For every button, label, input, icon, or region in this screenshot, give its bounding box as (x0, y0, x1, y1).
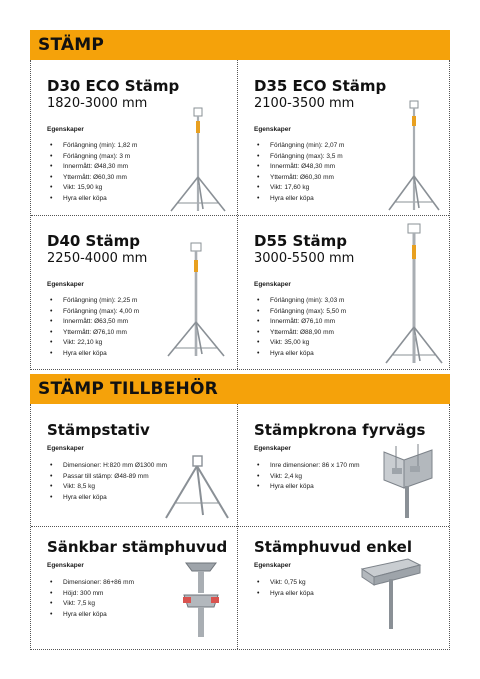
accessory-name: Sänkbar stämphuvud (47, 538, 228, 556)
spec-item: • Vikt: 15,90 kg (47, 183, 179, 194)
prop-image (386, 100, 442, 212)
spec-item: • Vikt: 17,60 kg (254, 183, 386, 194)
props-label: Egenskaper (47, 445, 84, 452)
spec-item: • Vikt: 8,5 kg (47, 482, 167, 493)
product-card-d55 (254, 232, 354, 360)
spec-item: • Yttermått: Ø88,90 mm (254, 328, 354, 339)
spec-item: • Hyra eller köpa (47, 493, 167, 504)
grid-divider (31, 526, 449, 527)
product-range: 2250-4000 mm (47, 251, 148, 266)
spec-item: • Förlängning (min): 2,25 m (47, 296, 147, 307)
product-card-d30 (47, 77, 179, 205)
spec-item: • Förlängning (max): 5,50 m (254, 307, 354, 318)
product-range: 1820-3000 mm (47, 96, 148, 111)
spec-item: • Hyra eller köpa (47, 610, 227, 621)
product-card-d40 (47, 232, 147, 360)
accessory-card-stampstativ (47, 421, 167, 503)
spec-list (254, 296, 354, 360)
product-name: D30 ECO Stämp (47, 77, 180, 95)
spec-item: • Förlängning (max): 4,00 m (47, 307, 147, 318)
spec-item: • Förlängning (max): 3,5 m (254, 152, 386, 163)
product-name: D40 Stämp (47, 232, 141, 250)
spec-item: • Förlängning (min): 3,03 m (254, 296, 354, 307)
product-name: D55 Stämp (254, 232, 348, 250)
section-banner-stamp: STÄMP (30, 30, 450, 60)
product-card-d35 (254, 77, 386, 205)
props-label: Egenskaper (254, 445, 291, 452)
tripod-stand-image (163, 455, 231, 520)
spec-list (47, 296, 147, 360)
spec-item: • Vikt: 7,5 kg (47, 599, 227, 610)
spec-item: • Inre dimensioner: 86 x 170 mm (254, 461, 425, 472)
fork-head-image (380, 444, 438, 520)
spec-item: • Förlängning (min): 2,07 m (254, 141, 386, 152)
props-label: Egenskaper (254, 562, 291, 569)
spec-item: • Hyra eller köpa (254, 194, 386, 205)
spec-item: • Innermått: Ø48,30 mm (47, 162, 179, 173)
props-label: Egenskaper (47, 126, 84, 133)
spec-item: • Dimensioner: H:820 mm Ø1300 mm (47, 461, 167, 472)
prop-image (168, 107, 228, 213)
props-label: Egenskaper (47, 562, 84, 569)
spec-item: • Förlängning (min): 1,82 m (47, 141, 179, 152)
spec-item: • Hyra eller köpa (47, 349, 147, 360)
spec-item: • Innermått: Ø76,10 mm (254, 317, 354, 328)
accessory-name: Stämphuvud enkel (254, 538, 412, 556)
prop-image (166, 242, 226, 358)
product-range: 3000-5500 mm (254, 251, 355, 266)
spec-item: • Vikt: 22,10 kg (47, 338, 147, 349)
spec-item: • Förlängning (max): 3 m (47, 152, 179, 163)
spec-item: • Vikt: 35,00 kg (254, 338, 354, 349)
spec-list (47, 141, 179, 205)
spec-item: • Dimensioner: 86+86 mm (47, 578, 227, 589)
spec-item: • Höjd: 300 mm (47, 589, 227, 600)
spec-item: • Hyra eller köpa (254, 589, 412, 600)
props-label: Egenskaper (47, 281, 84, 288)
spec-item: • Yttermått: Ø60,30 mm (254, 173, 386, 184)
props-label: Egenskaper (254, 126, 291, 133)
grid-divider (31, 215, 449, 216)
product-name: D35 ECO Stämp (254, 77, 387, 95)
spec-item: • Yttermått: Ø76,10 mm (47, 328, 147, 339)
single-head-image (360, 557, 422, 631)
spec-item: • Vikt: 2,4 kg (254, 472, 425, 483)
section-banner-accessories: STÄMP TILLBEHÖR (30, 374, 450, 404)
spec-item: • Yttermått: Ø60,30 mm (47, 173, 179, 184)
spec-item: • Hyra eller köpa (47, 194, 179, 205)
spec-list (254, 141, 386, 205)
spec-item: • Innermått: Ø63,50 mm (47, 317, 147, 328)
spec-item: • Hyra eller köpa (254, 349, 354, 360)
props-label: Egenskaper (254, 281, 291, 288)
spec-item: • Innermått: Ø48,30 mm (254, 162, 386, 173)
spec-list (47, 461, 167, 503)
accessory-name: Stämpkrona fyrvägs (254, 421, 426, 439)
product-range: 2100-3500 mm (254, 96, 355, 111)
prop-image (384, 223, 444, 365)
spec-item: • Vikt: 0,75 kg (254, 578, 412, 589)
spec-item: • Hyra eller köpa (254, 482, 425, 493)
spec-item: • Passar till stämp: Ø48-89 mm (47, 472, 167, 483)
drop-head-image (180, 557, 222, 639)
accessory-name: Stämpstativ (47, 421, 150, 439)
